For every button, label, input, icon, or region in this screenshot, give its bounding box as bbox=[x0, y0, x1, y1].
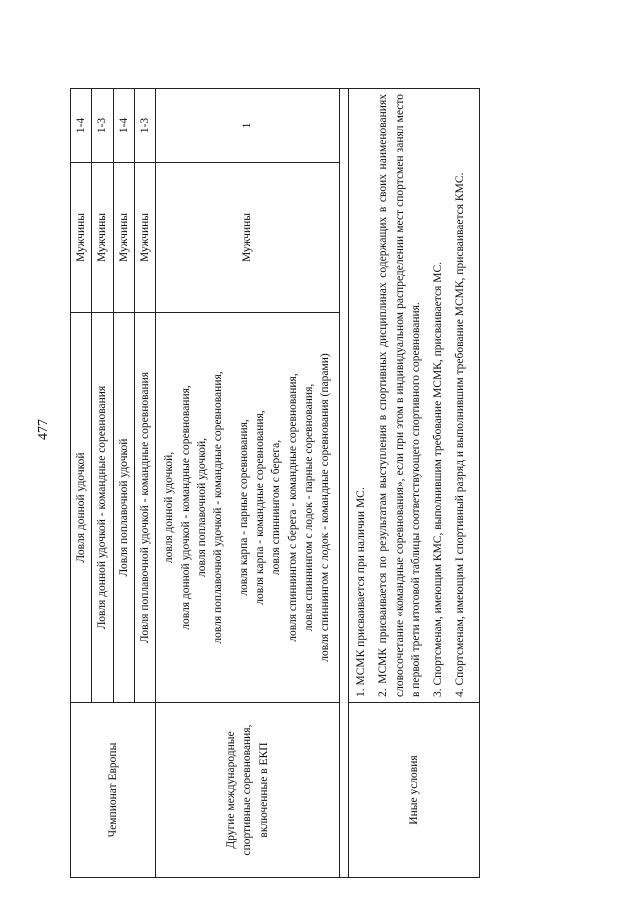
places-cell: 1-4 bbox=[113, 89, 134, 163]
discipline-cell: Ловля донной удочкой bbox=[71, 313, 92, 703]
page-number: 477 bbox=[36, 419, 51, 440]
table-row bbox=[156, 89, 339, 878]
discipline-line: ловля донной удочкой - командные соревнования, bbox=[179, 385, 192, 630]
discipline-line: ловля спиннингом с лодок - командные соревнования (парами) bbox=[319, 353, 332, 662]
discipline-cell: Ловля донной удочкой - командные соревнования bbox=[92, 313, 113, 703]
competition-european-championship: Чемпионат Европы bbox=[71, 703, 156, 878]
discipline-list-cell bbox=[156, 313, 339, 703]
gender-cell: Мужчины bbox=[71, 163, 92, 313]
discipline-line: ловля донной удочкой, bbox=[163, 451, 176, 564]
gender-cell: Мужчины bbox=[156, 163, 339, 313]
table-row bbox=[71, 89, 92, 878]
gender-cell: Мужчины bbox=[113, 163, 134, 313]
gender-cell: Мужчины bbox=[92, 163, 113, 313]
discipline-spacer bbox=[227, 318, 236, 697]
discipline-line: ловля поплавочной удочкой - командные соревнования, bbox=[212, 371, 225, 644]
rotated-table-wrapper bbox=[70, 88, 480, 878]
discipline-line: ловля спиннингом с берега, bbox=[270, 439, 283, 576]
condition-item: 4. Спортсменам, имеющим I спортивный разряд и выполнившим требование МСМК, присваивается КМС. bbox=[454, 172, 467, 697]
discipline-line: ловля спиннингом с лодок - парные соревнования, bbox=[302, 383, 315, 632]
table-gap-row bbox=[339, 89, 348, 878]
other-conditions-label: Иные условия bbox=[348, 703, 479, 878]
gender-cell: Мужчины bbox=[134, 163, 155, 313]
other-conditions-list bbox=[348, 89, 479, 703]
table-row bbox=[348, 89, 479, 878]
gap-cell bbox=[339, 89, 348, 878]
places-cell: 1-3 bbox=[134, 89, 155, 163]
places-cell: 1-3 bbox=[92, 89, 113, 163]
places-cell: 1-4 bbox=[71, 89, 92, 163]
discipline-cell: Ловля поплавочной удочкой - командные соревнования bbox=[134, 313, 155, 703]
discipline-line: ловля карпа - парные соревнования, bbox=[237, 419, 250, 596]
condition-item: 1. МСМК присваивается при наличии МС. bbox=[354, 487, 367, 697]
condition-item: 2. МСМК присваивается по результатам выступления в спортивных дисциплинах содержащих в своих наименованиях словосочетание «командные соревнования», если при этом в индивидуальном распределении мест спортсмен занял место в первой трети итоговой таблицы соответствующего спортивного соревнования. bbox=[377, 94, 422, 697]
discipline-line: ловля спиннингом с берега - командные соревнования, bbox=[286, 373, 299, 642]
discipline-line: ловля поплавочной удочкой, bbox=[196, 438, 208, 577]
rank-requirements-table bbox=[70, 88, 480, 878]
competition-other-international: Другие международные спортивные соревнования, включенные в ЕКП bbox=[156, 703, 339, 878]
condition-item: 3. Спортсменам, имеющим КМС, выполнившим требование МСМК, присваивается МС. bbox=[432, 262, 445, 697]
discipline-line: ловля карпа - командные соревнования, bbox=[253, 410, 266, 605]
places-cell: 1 bbox=[156, 89, 339, 163]
discipline-cell: Ловля поплавочной удочкой bbox=[113, 313, 134, 703]
